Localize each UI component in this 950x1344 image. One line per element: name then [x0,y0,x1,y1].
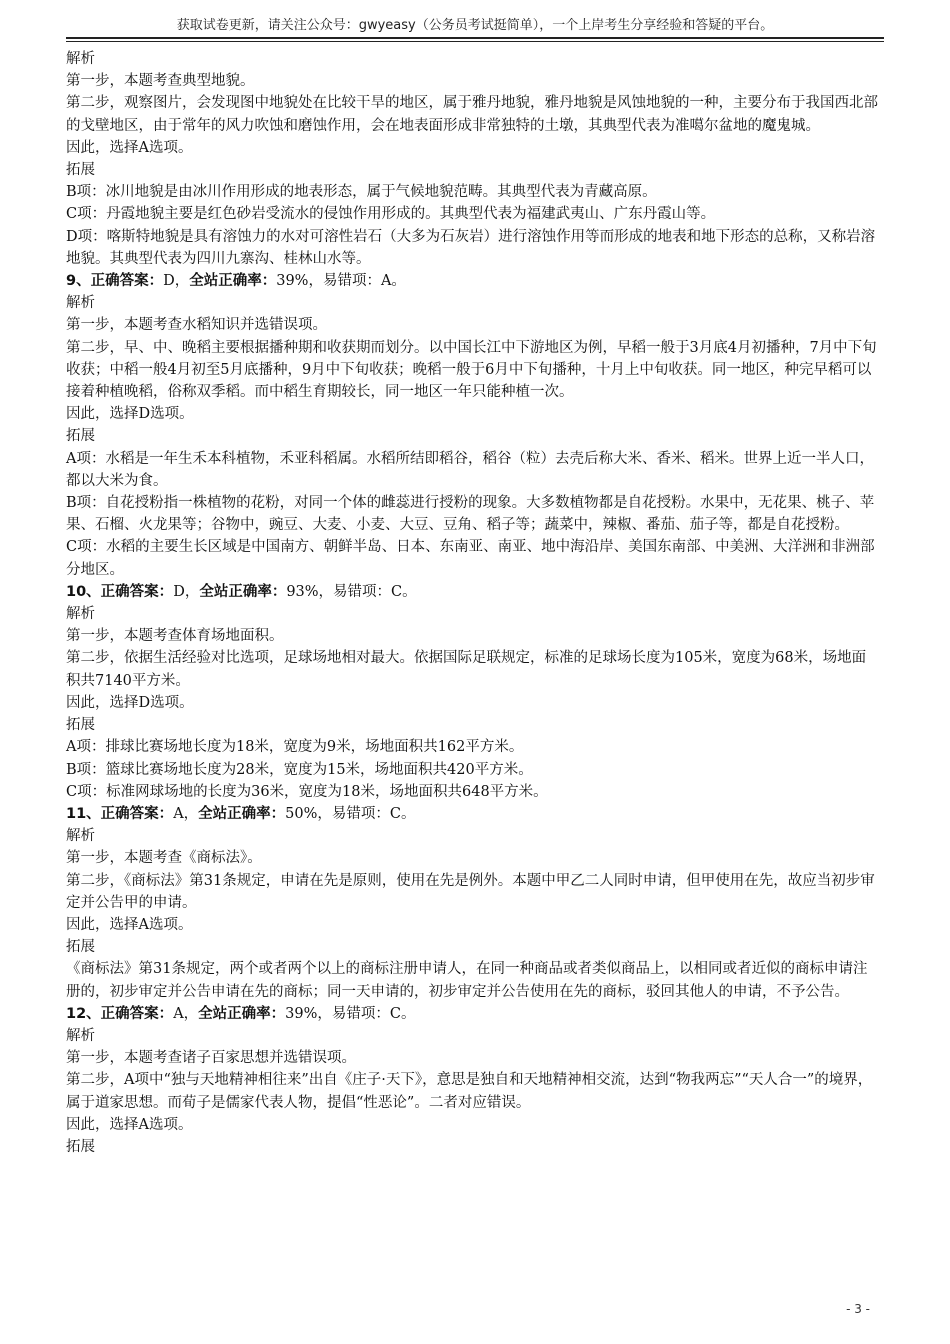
answer-value: D， [173,583,200,600]
answer-label: 11、正确答案： [66,805,174,822]
conclusion: 因此，选择A选项。 [66,139,193,156]
option-note: B项：冰川地貌是由冰川作用形成的地表形态，属于气候地貌范畴。其典型代表为青藏高原。 [66,184,657,201]
header-rule-thin [66,41,884,42]
option-note: 《商标法》第31条规定，两个或者两个以上的商标注册申请人，在同一种商品或者类似商品上，以相同或者近似的商标申请注册的，初步审定并公告申请在先的商标；同一天申请的，初步审定并公告使用在先的商标，驳回其他人的申请，不予公告。 [66,961,868,1000]
analysis-step: 第二步，早、中、晚稻主要根据播种期和收获期而划分。以中国长江中下游地区为例，早稻一般于3月底4月初播种，7月中下旬收获；中稻一般4月初至5月底播种，9月中下旬收获；晚稻一般于6月中下旬播种，十月上中旬收获。同一地区，种完早稻可以接着种植晚稻，俗称双季稻。而中稻生育期较长，同一地区一年只能种植一次。 [66,339,877,401]
analysis-step: 第二步，《商标法》第31条规定，申请在先是原则，使用在先是例外。本题中甲乙二人同时申请，但甲使用在先，故应当初步审定并公告甲的申请。 [66,872,875,911]
answer-value: A， [173,805,199,822]
analysis-heading: 解析 [66,1027,95,1044]
analysis-heading: 解析 [66,828,95,845]
answer-label: 12、正确答案： [66,1005,174,1022]
answer-value: A， [173,1005,199,1022]
analysis-heading: 解析 [66,295,95,312]
option-note: B项：自花授粉指一株植物的花粉，对同一个体的雌蕊进行授粉的现象。大多数植物都是自花授粉。水果中，无花果、桃子、苹果、石榴、火龙果等；谷物中，豌豆、大麦、小麦、大豆、豆角、稻子等；蔬菜中，辣椒、番茄、茄子等，都是自花授粉。 [66,495,875,534]
accuracy-value: 39%，易错项：A。 [276,273,406,290]
accuracy-label: 全站正确率： [198,1005,286,1022]
page-header: 获取试卷更新，请关注公众号：gwyeasy（公务员考试挺简单），一个上岸考生分享经验和答疑的平台。 [176,18,774,33]
option-note: D项：喀斯特地貌是具有溶蚀力的水对可溶性岩石（大多为石灰岩）进行溶蚀作用等而形成的地表和地下形态的总称，又称岩溶地貌。其典型代表为四川九寨沟、桂林山水等。 [66,228,876,267]
conclusion: 因此，选择D选项。 [66,694,194,711]
analysis-step: 第一步，本题考查诸子百家思想并选错误项。 [66,1050,356,1067]
accuracy-value: 93%，易错项：C。 [286,583,417,600]
accuracy-value: 50%，易错项：C。 [285,805,416,822]
answer-line-q9 [66,270,878,292]
answer-line-q12 [66,1003,878,1025]
analysis-heading: 解析 [66,51,95,67]
answer-label: 9、正确答案： [66,273,164,290]
accuracy-label: 全站正确率： [198,805,286,822]
extension-heading: 拓展 [66,162,95,179]
header-rule-thick [66,37,884,39]
option-note: A项：水稻是一年生禾本科植物，禾亚科稻属。水稻所结即稻谷，稻谷（粒）去壳后称大米、香米、稻米。世界上近一半人口，都以大米为食。 [66,450,874,489]
answer-label: 10、正确答案： [66,583,174,600]
analysis-step: 第一步，本题考查《商标法》。 [66,850,262,867]
accuracy-label: 全站正确率： [189,273,277,290]
answer-line-q10 [66,581,878,603]
analysis-heading: 解析 [66,606,95,623]
analysis-step: 第一步，本题考查水稻知识并选错误项。 [66,317,327,334]
document-body [66,48,878,1158]
conclusion: 因此，选择A选项。 [66,1116,193,1133]
extension-heading: 拓展 [66,717,95,734]
analysis-step: 第二步，A项中“独与天地精神相往来”出自《庄子·天下》，意思是独自和天地精神相交流，达到“物我两忘”“天人合一”的境界，属于道家思想。而荀子是儒家代表人物，提倡“性恶论”。二者对应错误。 [66,1072,873,1111]
extension-heading: 拓展 [66,1138,95,1155]
conclusion: 因此，选择A选项。 [66,916,193,933]
answer-line-q11 [66,803,878,825]
analysis-step: 第一步，本题考查典型地貌。 [66,73,255,90]
option-note: C项：标准网球场地的长度为36米，宽度为18米，场地面积共648平方米。 [66,783,548,800]
option-note: C项：丹霞地貌主要是红色砂岩受流水的侵蚀作用形成的。其典型代表为福建武夷山、广东丹霞山等。 [66,206,716,223]
analysis-step: 第二步，依据生活经验对比选项，足球场地相对最大。依据国际足联规定，标准的足球场长度为105米，宽度为68米，场地面积共7140平方米。 [66,650,867,689]
accuracy-value: 39%，易错项：C。 [285,1005,416,1022]
page-number: - 3 - [846,1302,870,1316]
answer-value: D， [163,273,190,290]
extension-heading: 拓展 [66,428,95,445]
analysis-step: 第二步，观察图片，会发现图中地貌处在比较干旱的地区，属于雅丹地貌，雅丹地貌是风蚀地貌的一种，主要分布于我国西北部的戈壁地区，由于常年的风力吹蚀和磨蚀作用，会在地表面形成非常独特的土墩，其典型代表为准噶尔盆地的魔鬼城。 [66,95,878,134]
accuracy-label: 全站正确率： [199,583,287,600]
analysis-step: 第一步，本题考查体育场地面积。 [66,628,284,645]
conclusion: 因此，选择D选项。 [66,406,194,423]
option-note: B项：篮球比赛场地长度为28米，宽度为15米，场地面积共420平方米。 [66,761,533,778]
extension-heading: 拓展 [66,939,95,956]
option-note: C项：水稻的主要生长区域是中国南方、朝鲜半岛、日本、东南亚、南亚、地中海沿岸、美国东南部、中美洲、大洋洲和非洲部分地区。 [66,539,875,578]
option-note: A项：排球比赛场地长度为18米，宽度为9米，场地面积共162平方米。 [66,739,524,756]
